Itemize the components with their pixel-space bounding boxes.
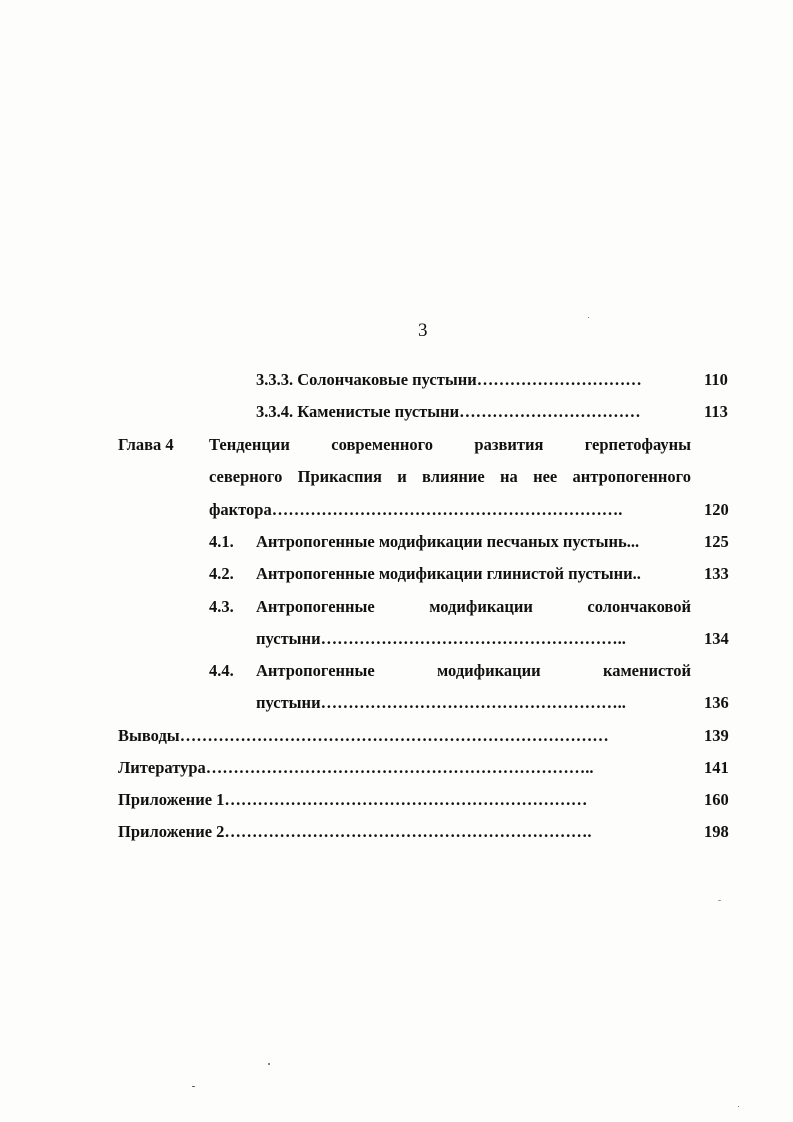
toc-page-conclusions: 139 <box>704 726 729 745</box>
toc-chapter-4-title-line-3: фактора………………………………………………………. <box>209 500 623 519</box>
toc-entry-appendix-1: Приложение 1………………………………………………………… <box>118 790 588 809</box>
title-word: каменистой <box>602 661 691 680</box>
toc-page-appendix-2: 198 <box>704 822 729 841</box>
toc-page-appendix-1: 160 <box>704 790 729 809</box>
toc-entry-conclusions: Выводы…………………………………………………………………… <box>118 726 609 745</box>
scan-speck <box>738 1106 739 1107</box>
toc-entry-4-1: Антропогенные модификации песчаных пустынь... <box>256 532 640 551</box>
toc-entry-3-3-4: 3.3.4. Каменистые пустыни…………………………… <box>256 402 641 421</box>
toc-section-number-4-3: 4.3. <box>209 597 234 616</box>
toc-entry-4-3-line-1 <box>256 597 691 617</box>
toc-entry-3-3-3: 3.3.3. Солончаковые пустыни………………………… <box>256 370 642 389</box>
title-word: герпетофауны <box>584 435 691 454</box>
scan-speck <box>588 317 589 318</box>
scan-speck <box>268 1063 270 1065</box>
title-word: модификации <box>429 597 533 616</box>
toc-page-4-3: 134 <box>704 629 729 648</box>
title-word: Тенденции <box>209 435 290 454</box>
title-word: модификации <box>437 661 541 680</box>
title-word: современного <box>331 435 434 454</box>
toc-section-number-4-1: 4.1. <box>209 532 234 551</box>
toc-page-4-2: 133 <box>704 564 729 583</box>
title-word: Антропогенные <box>256 661 375 680</box>
title-word: влияние <box>422 467 485 486</box>
page-number: 3 <box>418 320 428 341</box>
toc-section-number-4-4: 4.4. <box>209 661 234 680</box>
toc-chapter-4-title-line-1 <box>209 435 691 455</box>
toc-page-literature: 141 <box>704 758 729 777</box>
toc-page-chapter-4: 120 <box>704 500 729 519</box>
title-word: антропогенного <box>572 467 691 486</box>
toc-entry-4-4-line-2: пустыни……………………………………………….. <box>256 693 626 712</box>
toc-page-3-3-3: 110 <box>704 370 728 389</box>
toc-chapter-4-title-line-2 <box>209 467 691 487</box>
title-word: солончаковой <box>587 597 691 616</box>
toc-page-4-4: 136 <box>704 693 729 712</box>
toc-chapter-4-label: Глава 4 <box>118 435 174 454</box>
toc-entry-literature: Литература…………………………………………………………….. <box>118 758 594 777</box>
toc-entry-4-4-line-1 <box>256 661 691 681</box>
scan-speck <box>192 1086 195 1087</box>
toc-entry-4-3-line-2: пустыни……………………………………………….. <box>256 629 626 648</box>
title-word: северного <box>209 467 283 486</box>
toc-section-number-4-2: 4.2. <box>209 564 234 583</box>
title-word: нее <box>533 467 558 486</box>
toc-entry-appendix-2: Приложение 2…………………………………………………………. <box>118 822 592 841</box>
scan-speck <box>718 900 721 901</box>
title-word: и <box>397 467 407 486</box>
toc-page-4-1: 125 <box>704 532 729 551</box>
title-word: развития <box>474 435 544 454</box>
toc-entry-4-2: Антропогенные модификации глинистой пустыни.. <box>256 564 641 583</box>
toc-page-3-3-4: 113 <box>704 402 728 421</box>
title-word: Антропогенные <box>256 597 375 616</box>
title-word: на <box>500 467 518 486</box>
title-word: Прикаспия <box>297 467 382 486</box>
